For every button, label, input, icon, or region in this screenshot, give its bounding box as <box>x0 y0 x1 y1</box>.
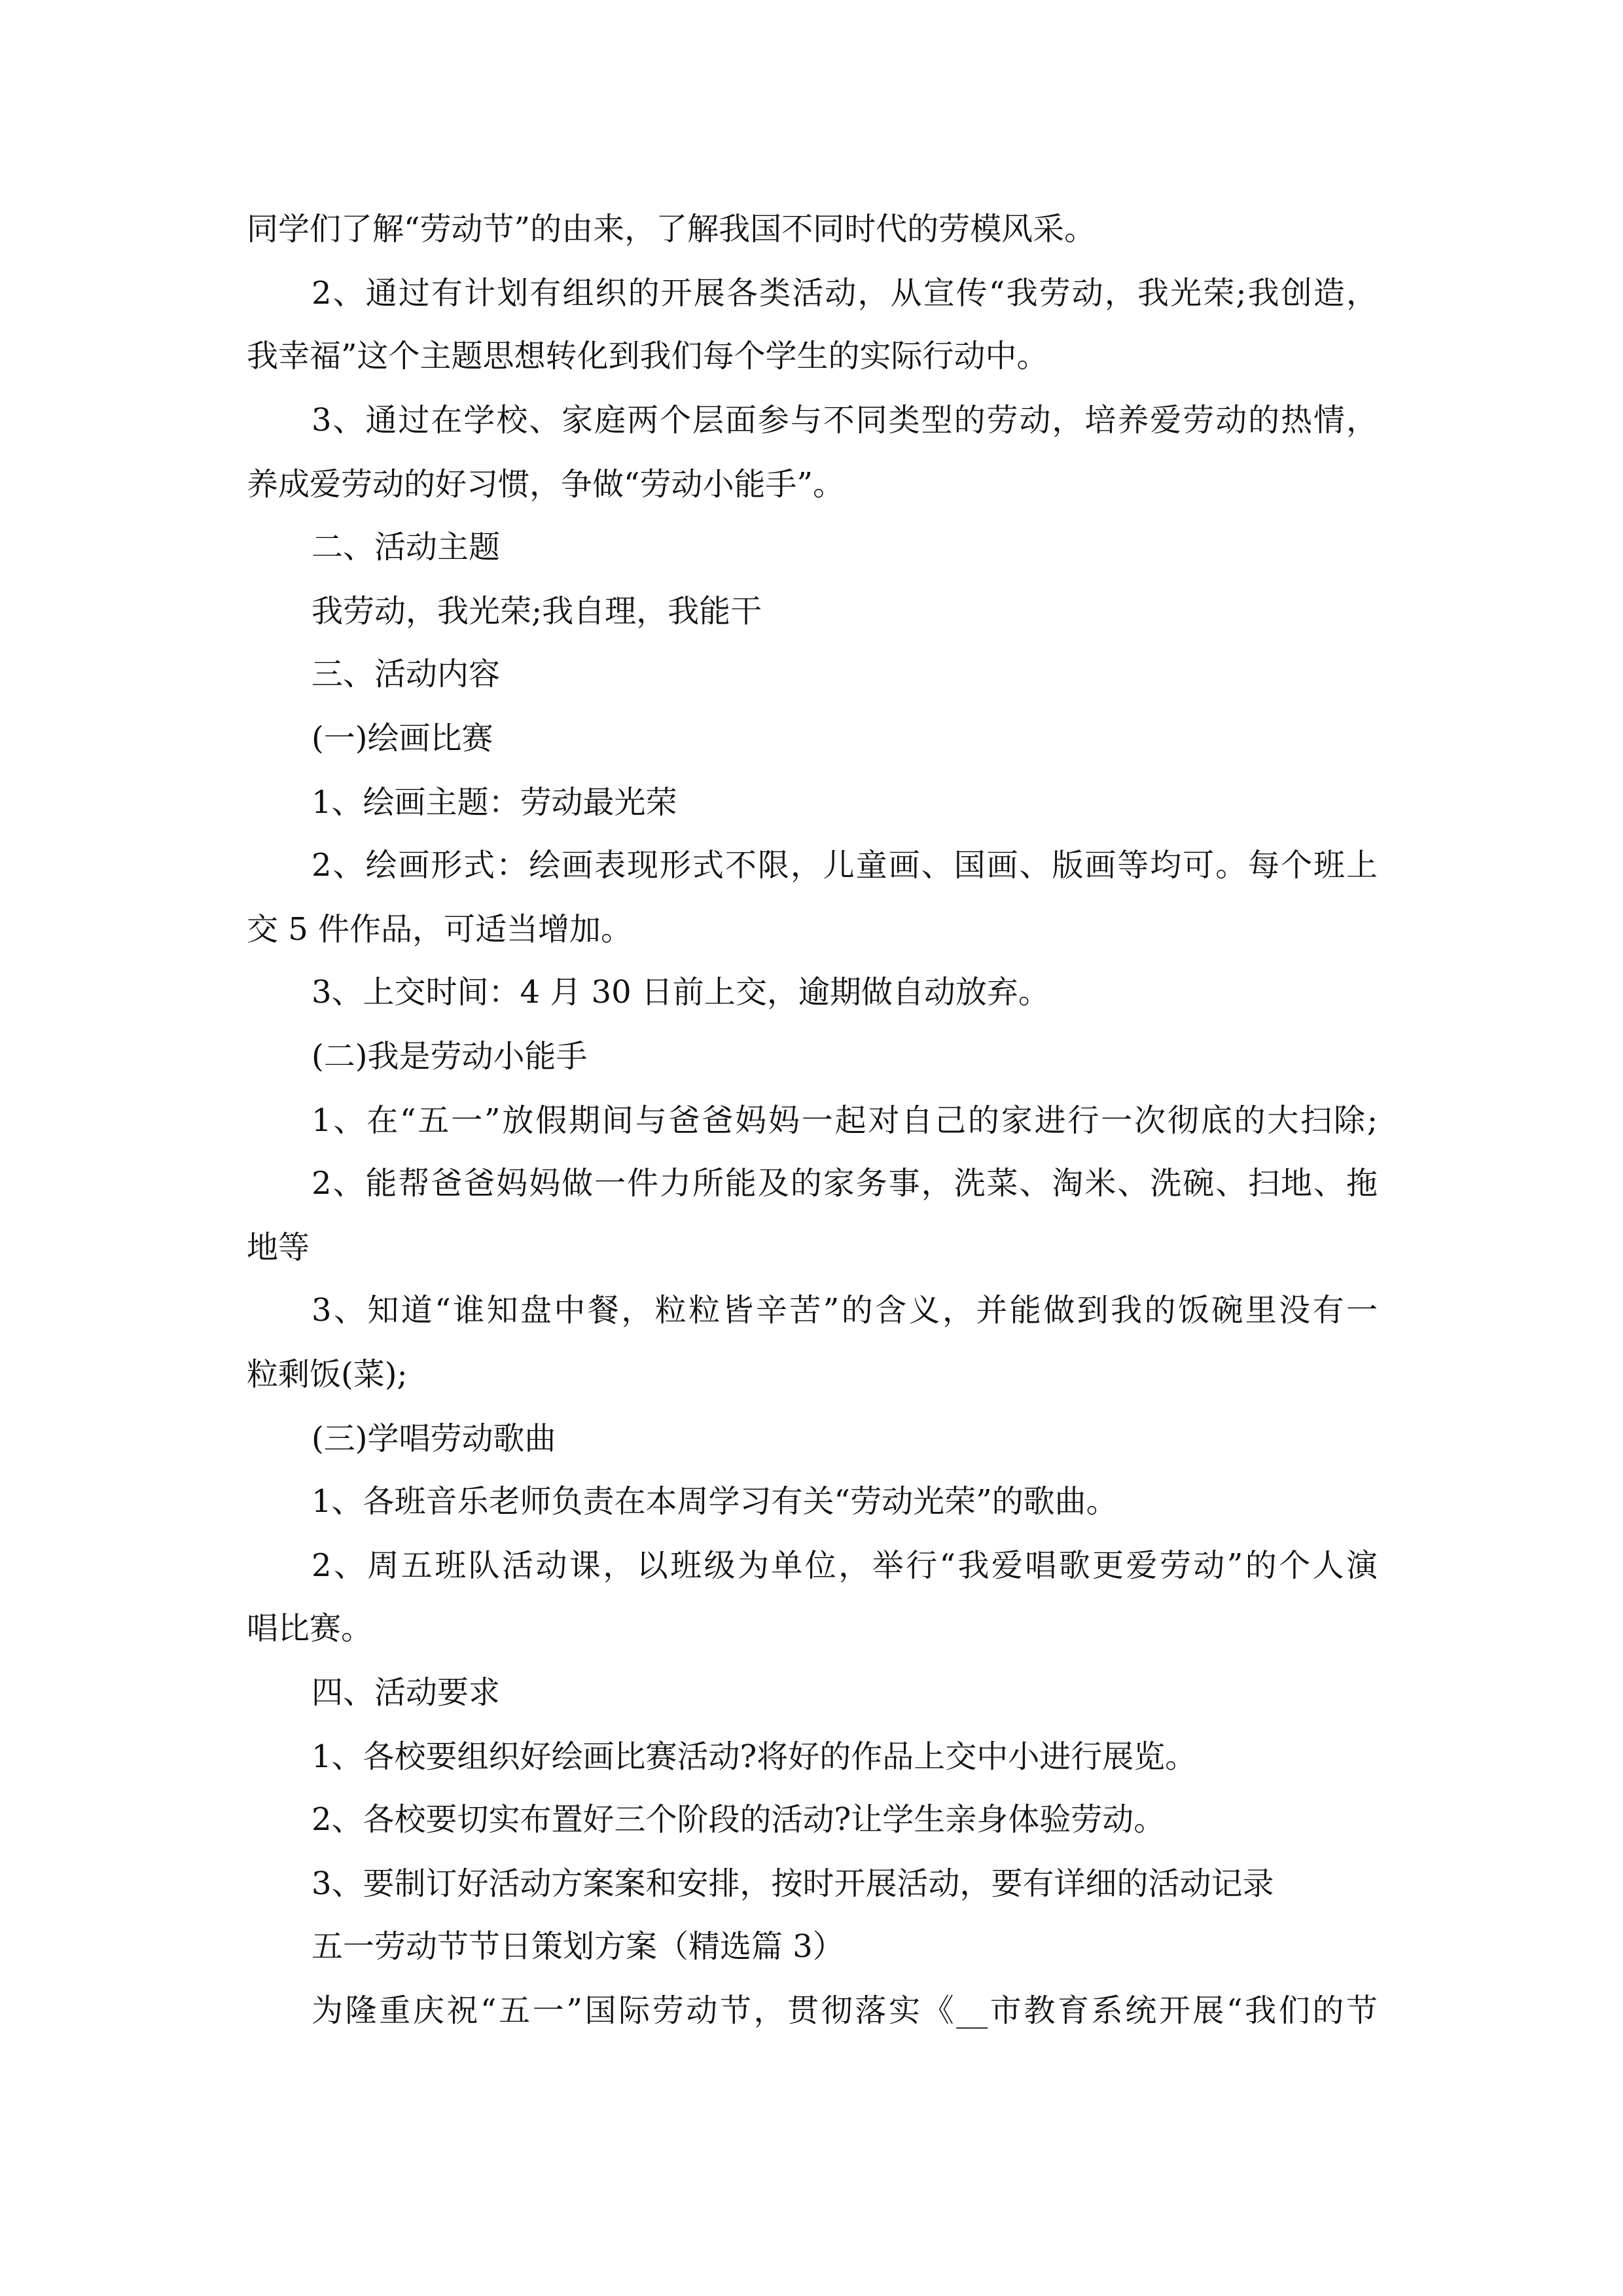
paragraph-line: 1、在“五一”放假期间与爸爸妈妈一起对自己的家进行一次彻底的大扫除; <box>312 1102 1378 1139</box>
subsection-heading: (三)学唱劳动歌曲 <box>312 1420 556 1457</box>
section-heading: 三、活动内容 <box>312 656 501 692</box>
paragraph-line: 粒剩饭(菜); <box>247 1356 408 1393</box>
section-heading: 四、活动要求 <box>312 1674 501 1711</box>
document-title: 五一劳动节节日策划方案（精选篇 3） <box>312 1928 844 1965</box>
paragraph-line: 3、知道“谁知盘中餐，粒粒皆辛苦”的含义，并能做到我的饭碗里没有一 <box>312 1292 1378 1329</box>
paragraph-line: 2、通过有计划有组织的开展各类活动，从宣传“我劳动，我光荣;我创造， <box>312 275 1378 312</box>
subsection-heading: (二)我是劳动小能手 <box>312 1038 588 1075</box>
paragraph-line: 3、通过在学校、家庭两个层面参与不同类型的劳动，培养爱劳动的热情， <box>312 402 1378 439</box>
paragraph-line: 地等 <box>247 1229 310 1266</box>
paragraph-line: 3、上交时间：4 月 30 日前上交，逾期做自动放弃。 <box>312 974 1050 1011</box>
section-heading: 二、活动主题 <box>312 529 501 565</box>
paragraph-line: 3、要制订好活动方案案和安排，按时开展活动，要有详细的活动记录 <box>312 1865 1274 1902</box>
paragraph-line: 我幸福”这个主题思想转化到我们每个学生的实际行动中。 <box>247 338 1048 374</box>
paragraph-line: 1、各校要组织好绘画比赛活动?将好的作品上交中小进行展览。 <box>312 1738 1197 1775</box>
paragraph-line: 2、周五班队活动课，以班级为单位，举行“我爱唱歌更爱劳动”的个人演 <box>312 1547 1378 1584</box>
paragraph-line: 同学们了解“劳动节”的由来，了解我国不同时代的劳模风采。 <box>247 211 1096 247</box>
paragraph-line: 交 5 件作品，可适当增加。 <box>247 911 633 948</box>
paragraph-line: 2、能帮爸爸妈妈做一件力所能及的家务事，洗菜、淘米、洗碗、扫地、拖 <box>312 1165 1378 1202</box>
paragraph-line: 2、绘画形式：绘画表现形式不限，儿童画、国画、版画等均可。每个班上 <box>312 847 1378 884</box>
paragraph-line: 唱比赛。 <box>247 1610 373 1647</box>
paragraph-line: 1、各班音乐老师负责在本周学习有关“劳动光荣”的歌曲。 <box>312 1483 1118 1520</box>
paragraph-line: 养成爱劳动的好习惯，争做“劳动小能手”。 <box>247 466 845 503</box>
paragraph-line: 为隆重庆祝“五一”国际劳动节，贯彻落实《__市教育系统开展“我们的节 <box>312 1992 1378 2029</box>
paragraph-line: 2、各校要切实布置好三个阶段的活动?让学生亲身体验劳动。 <box>312 1801 1166 1838</box>
subsection-heading: (一)绘画比赛 <box>312 720 493 757</box>
paragraph-line: 1、绘画主题：劳动最光荣 <box>312 784 677 821</box>
paragraph-line: 我劳动，我光荣;我自理，我能干 <box>312 593 762 630</box>
